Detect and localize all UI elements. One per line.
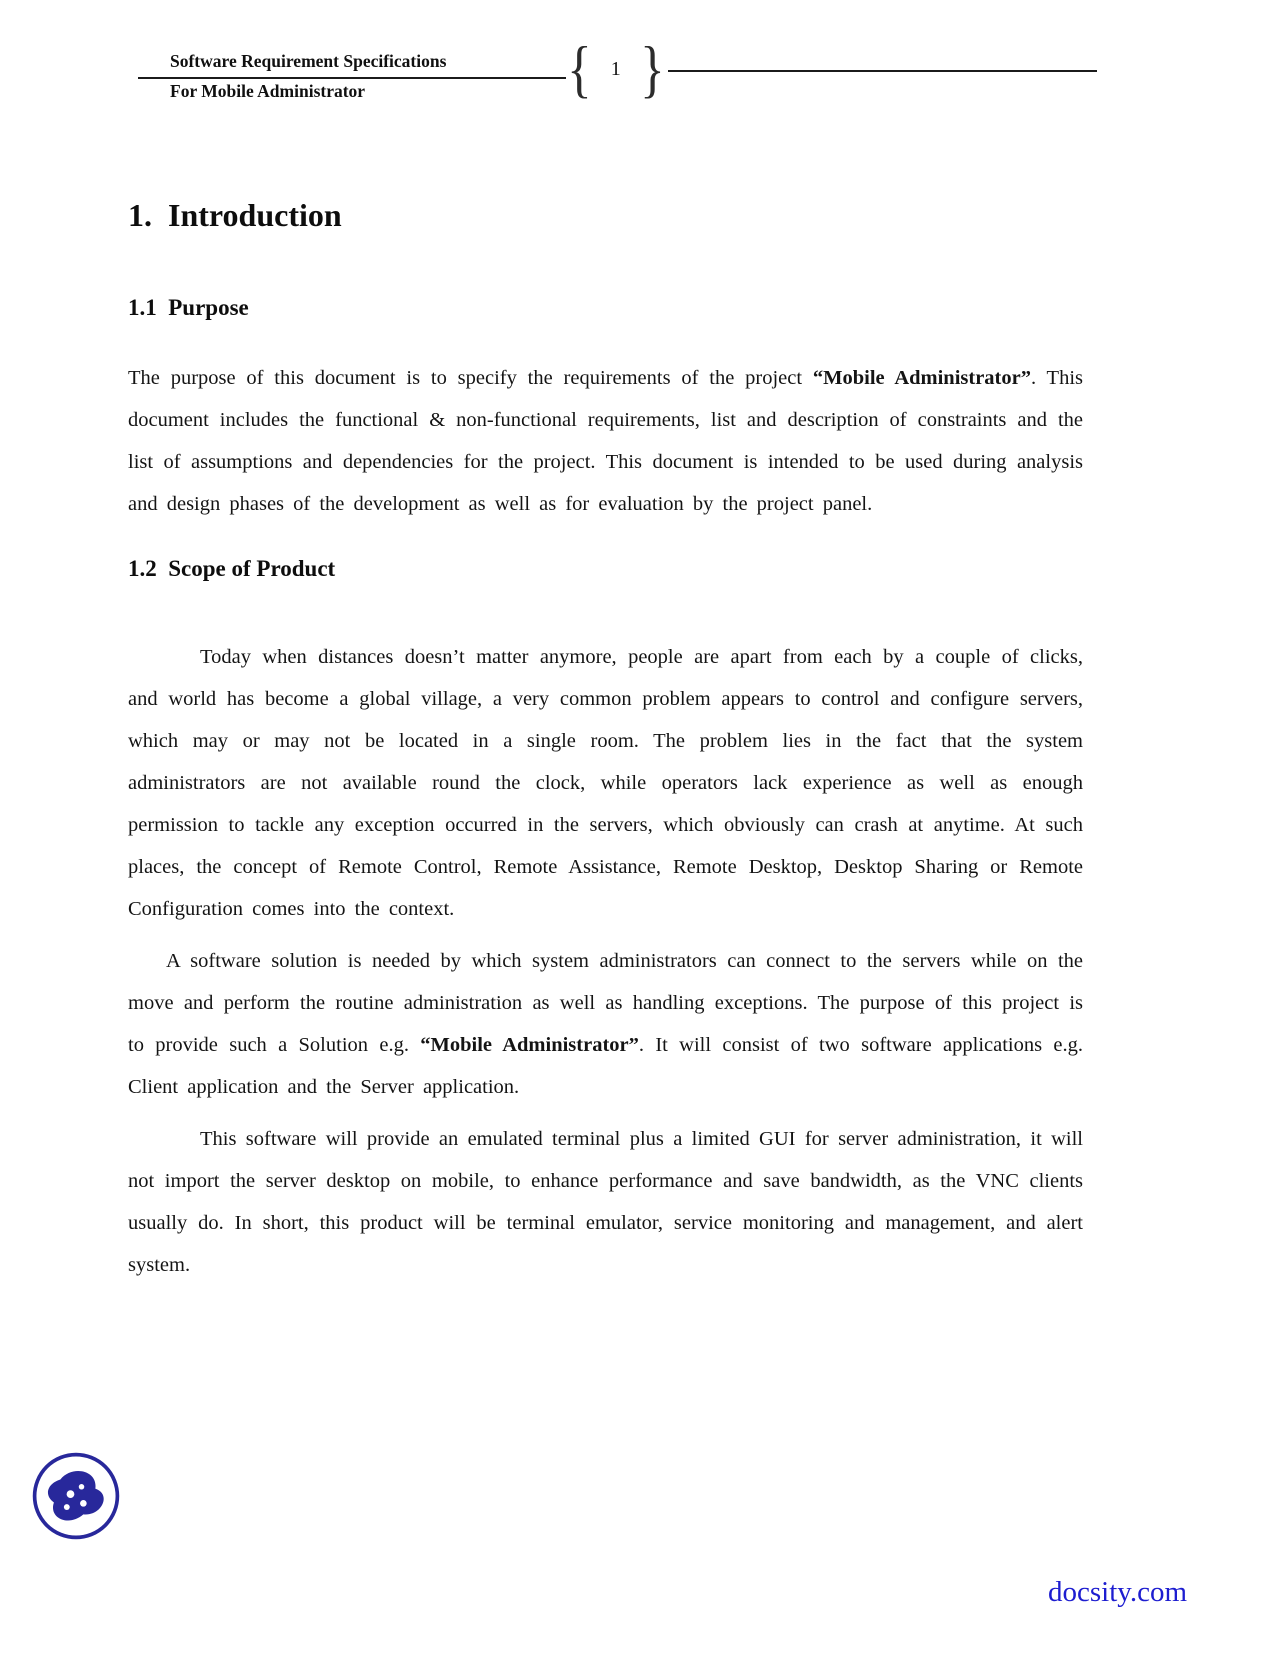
text-run-bold: “Mobile Administrator” [812,367,1031,390]
page-number-group [564,33,667,104]
scope-paragraph-3: This software will provide an emulated terminal plus a limited GUI for server administration, it will not import the server desktop on mobile, to enhance performance and save bandwidth, as the VNC clients usually do. In short, this product will be terminal emulator, service monitoring and management, and alert system. [128,1127,1083,1276]
header-rule-right [668,70,1097,72]
left-brace-icon: { [567,33,592,104]
purpose-paragraph [128,357,1083,525]
heading-scope-of-product: 1.2 Scope of Product [128,556,336,582]
docsity-logo-icon [30,1450,122,1542]
text-run: A software solution is needed by which system administrators can connect to the servers while on the move and perform the routine administration as well as handling exceptions. The purpose of this project is to provide such a Solution e.g. [128,949,1083,1056]
right-brace-icon: } [639,33,665,104]
docsity-brand-link[interactable]: docsity.com [1048,1576,1188,1608]
header-title-line1: Software Requirement Specifications [170,51,447,71]
text-run: . This document includes the functional & non-functional requirements, list and description of constraints and the list of assumptions and dependencies for the project. This document is intended to be used during analysis and design phases of the development as well as for evaluation by the project panel. [128,367,1084,516]
header-title-line2: For Mobile Administrator [170,81,366,101]
document-body [128,130,1083,1286]
header-title-block [170,46,446,106]
scope-paragraph-2 [128,940,1083,1108]
scope-paragraph-1: Today when distances doesn’t matter anymore, people are apart from each by a couple of clicks, and world has become a global village, a very common problem appears to control and configure servers, which may or may not be located in a single room. The problem lies in the fact that the system administrators are not available round the clock, while operators lack experience as well as enough permission to tackle any exception occurred in the servers, which obviously can crash at anytime. At such places, the concept of Remote Control, Remote Assistance, Remote Desktop, Desktop Sharing or Remote Configuration comes into the context. [128,645,1083,920]
section-title-introduction: 1. Introduction [128,197,342,233]
text-run: The purpose of this document is to specify the requirements of the project [128,367,813,390]
text-run: . It will consist of two software applications e.g. Client application and the Server application. [128,1033,1084,1098]
page-number: 1 [610,57,621,80]
text-run-bold: “Mobile Administrator” [420,1033,639,1056]
heading-purpose: 1.1 Purpose [128,295,249,321]
page-header [0,0,1280,130]
header-rule-left [138,77,566,79]
